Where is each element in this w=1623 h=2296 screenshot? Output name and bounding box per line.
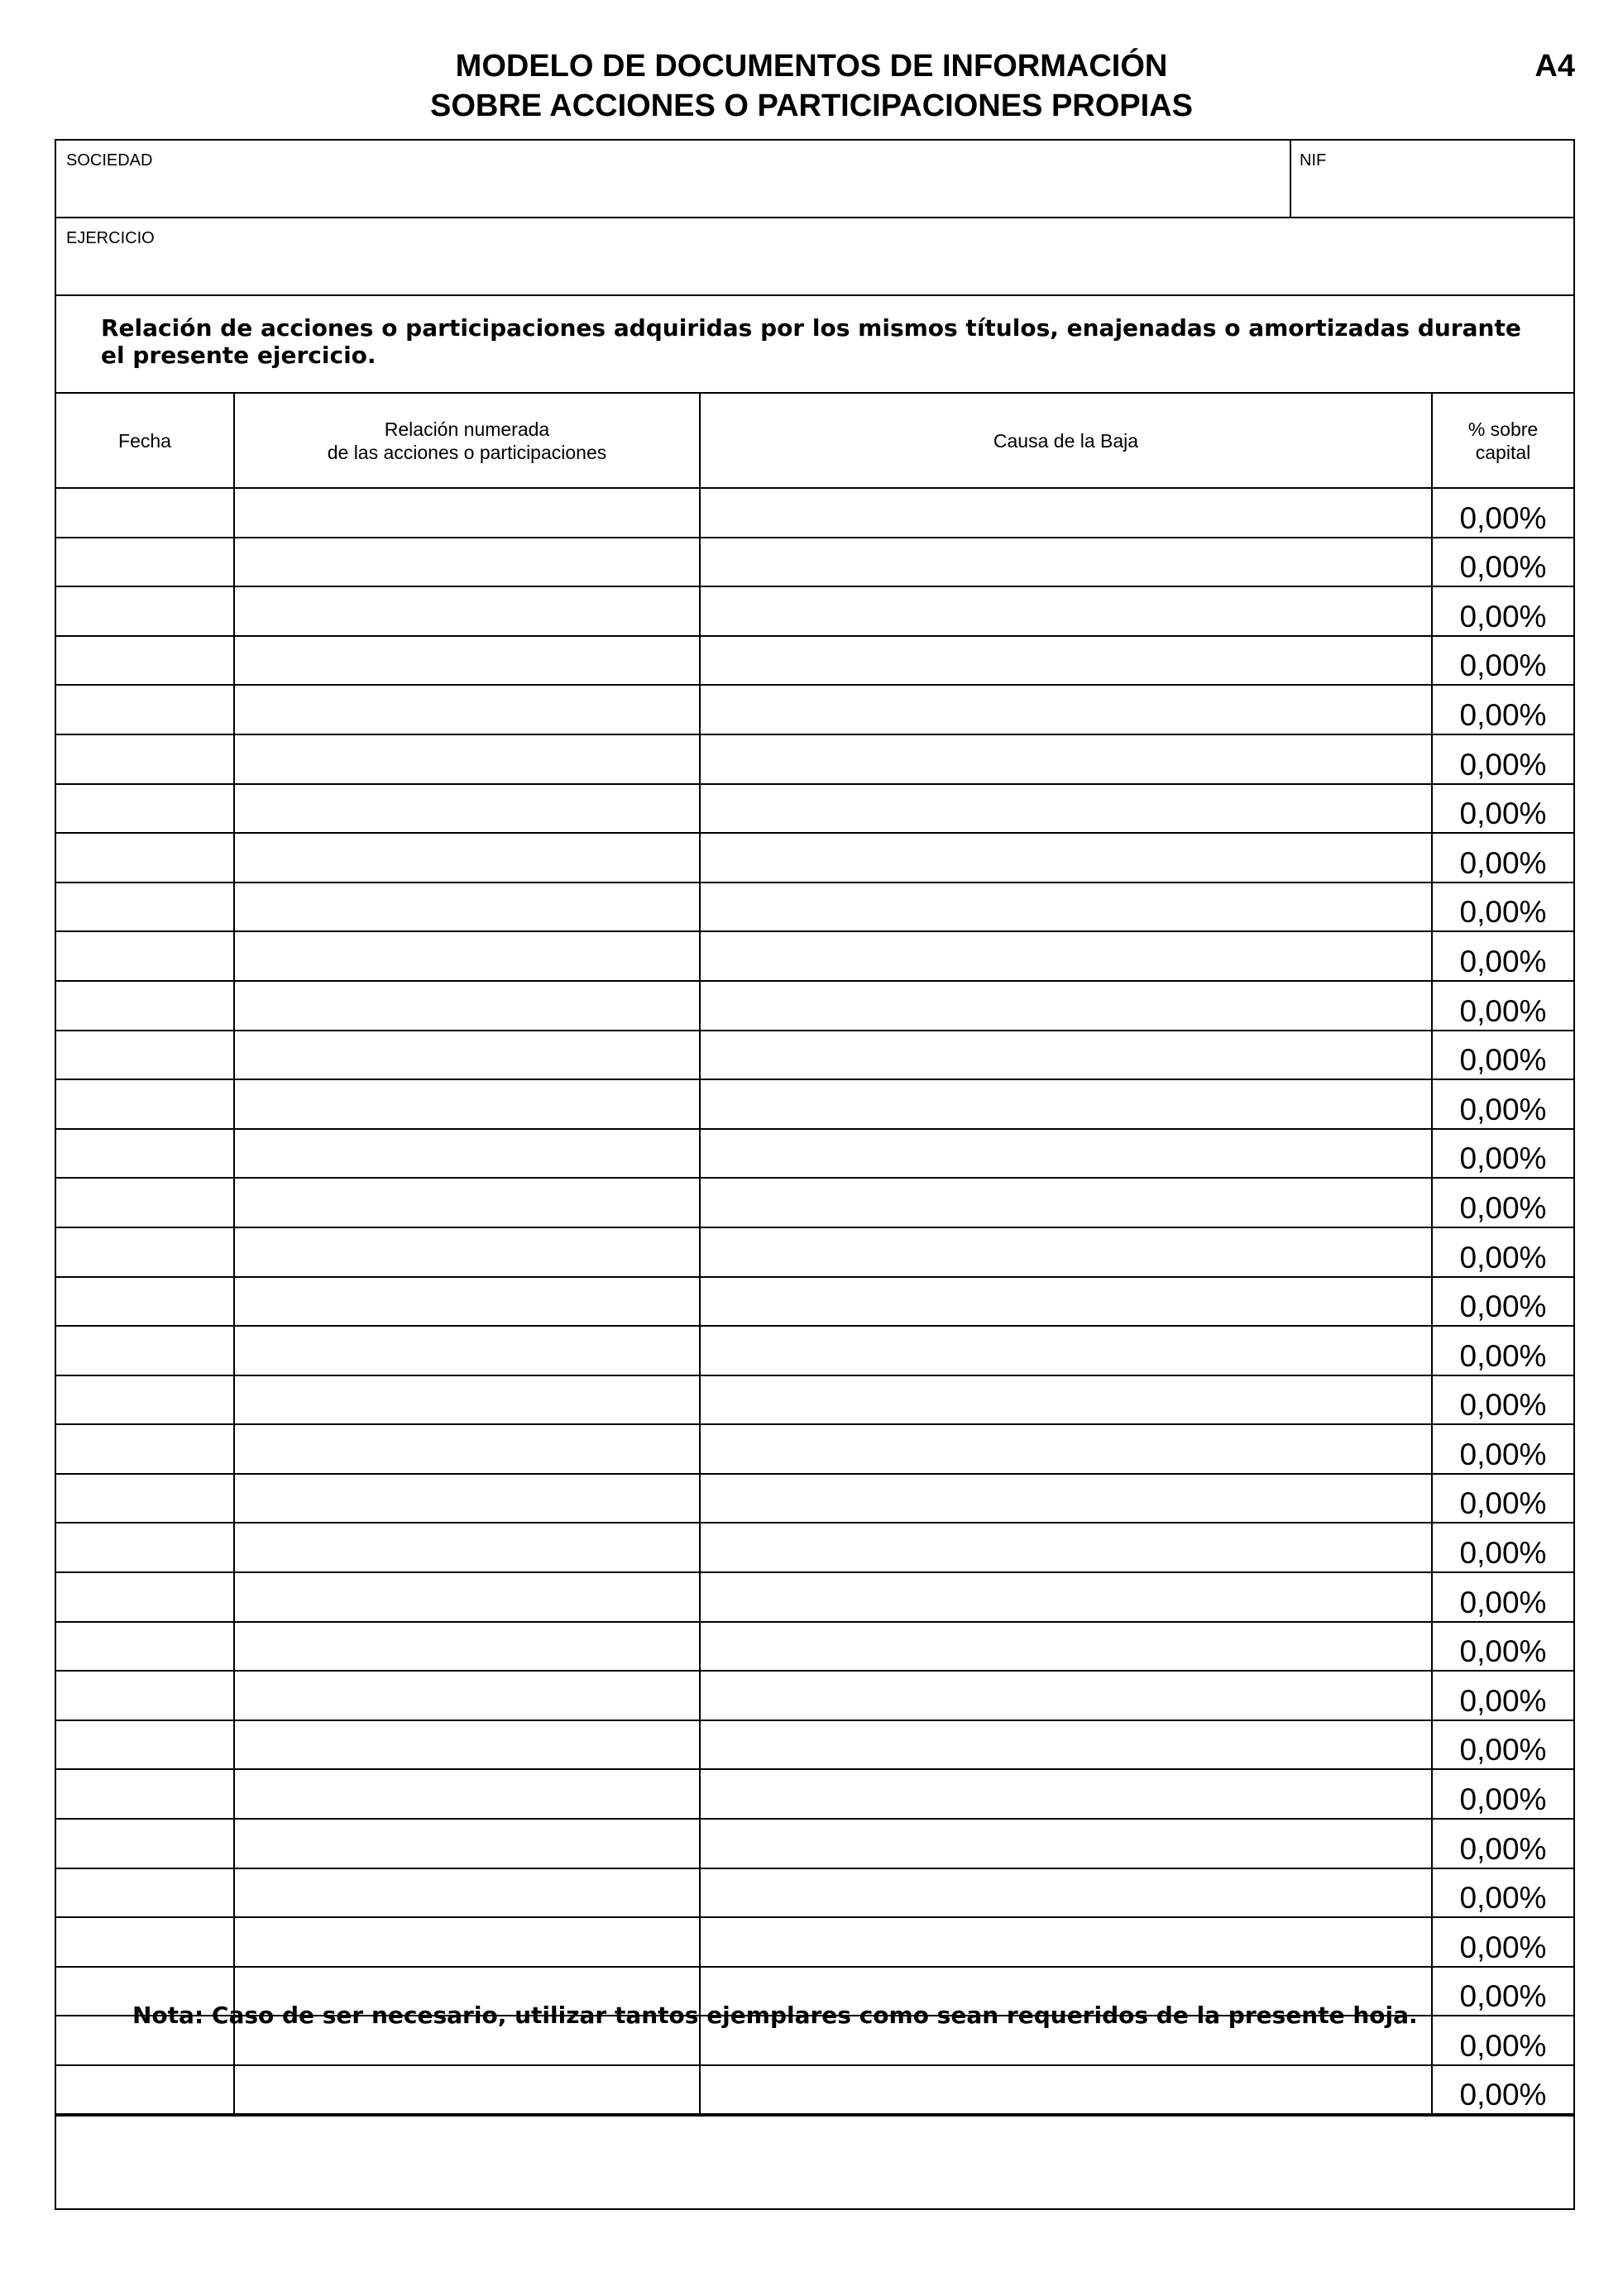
relacion-cell[interactable] [234, 784, 700, 834]
causa-cell[interactable] [700, 488, 1432, 538]
relacion-cell[interactable] [234, 1917, 700, 1967]
pct-cell: 0,00% [1432, 1079, 1573, 1129]
fecha-cell[interactable] [56, 981, 234, 1031]
pct-cell: 0,00% [1432, 1523, 1573, 1572]
causa-cell[interactable] [700, 1720, 1432, 1770]
table-row [56, 1819, 1573, 1868]
table-row [56, 1622, 1573, 1672]
table-header-row [56, 394, 1573, 488]
table-row [56, 1720, 1573, 1770]
causa-cell[interactable] [700, 1227, 1432, 1277]
pct-cell: 0,00% [1432, 1277, 1573, 1327]
table-row [56, 1375, 1573, 1425]
relacion-cell[interactable] [234, 883, 700, 932]
relacion-cell[interactable] [234, 1326, 700, 1375]
pct-cell: 0,00% [1432, 1572, 1573, 1622]
nota-text: Nota: Caso de ser necesario, utilizar tantos ejemplares como sean requeridos de la presente hoja. [132, 2002, 1418, 2029]
table-row [56, 1277, 1573, 1327]
pct-cell: 0,00% [1432, 1227, 1573, 1277]
fecha-cell[interactable] [56, 1079, 234, 1129]
table-row [56, 784, 1573, 834]
nif-divider [1290, 141, 1291, 217]
causa-cell[interactable] [700, 1917, 1432, 1967]
causa-cell[interactable] [700, 1375, 1432, 1425]
form-body [55, 139, 1575, 2210]
pct-cell: 0,00% [1432, 1967, 1573, 2016]
causa-cell[interactable] [700, 833, 1432, 883]
relacion-cell[interactable] [234, 1868, 700, 1918]
relacion-cell[interactable] [234, 1474, 700, 1523]
pct-cell: 0,00% [1432, 833, 1573, 883]
table-row [56, 488, 1573, 538]
table-row [56, 538, 1573, 587]
column-relacion-line-1: Relación numerada [384, 418, 550, 440]
fecha-cell[interactable] [56, 1720, 234, 1770]
causa-cell[interactable] [700, 1523, 1432, 1572]
causa-cell[interactable] [700, 2065, 1432, 2115]
fecha-cell[interactable] [56, 1671, 234, 1720]
fecha-cell[interactable] [56, 784, 234, 834]
causa-cell[interactable] [700, 883, 1432, 932]
table-row [56, 734, 1573, 784]
fecha-cell[interactable] [56, 1424, 234, 1474]
relacion-cell[interactable] [234, 833, 700, 883]
pct-cell: 0,00% [1432, 1326, 1573, 1375]
relacion-cell[interactable] [234, 685, 700, 734]
pct-cell: 0,00% [1432, 931, 1573, 981]
causa-cell[interactable] [700, 1474, 1432, 1523]
pct-cell: 0,00% [1432, 685, 1573, 734]
pct-cell: 0,00% [1432, 488, 1573, 538]
pct-cell: 0,00% [1432, 1671, 1573, 1720]
column-pct-line-2: capital [1475, 441, 1531, 463]
relacion-cell[interactable] [234, 1720, 700, 1770]
relacion-cell[interactable] [234, 2065, 700, 2115]
causa-cell[interactable] [700, 734, 1432, 784]
pct-cell: 0,00% [1432, 1474, 1573, 1523]
relacion-row [56, 296, 1573, 394]
fecha-cell[interactable] [56, 488, 234, 538]
relacion-cell[interactable] [234, 1523, 700, 1572]
pct-cell: 0,00% [1432, 981, 1573, 1031]
causa-cell[interactable] [700, 1769, 1432, 1819]
document-header [0, 0, 1623, 141]
column-pct-line-1: % sobre [1467, 418, 1539, 440]
fecha-cell[interactable] [56, 1769, 234, 1819]
table-row [56, 1523, 1573, 1572]
table-row [56, 1031, 1573, 1080]
column-relacion [234, 394, 700, 488]
pct-cell: 0,00% [1432, 538, 1573, 587]
relacion-cell[interactable] [234, 488, 700, 538]
relacion-cell[interactable] [234, 1079, 700, 1129]
causa-cell[interactable] [700, 685, 1432, 734]
table-row [56, 685, 1573, 734]
table-row [56, 1572, 1573, 1622]
causa-cell[interactable] [700, 586, 1432, 636]
relacion-cell[interactable] [234, 1227, 700, 1277]
title-line-2: SOBRE ACCIONES O PARTICIPACIONES PROPIAS [430, 88, 1193, 123]
form-code: A4 [1534, 49, 1575, 84]
causa-cell[interactable] [700, 636, 1432, 686]
relacion-cell[interactable] [234, 1277, 700, 1327]
relacion-cell[interactable] [234, 1178, 700, 1227]
fecha-cell[interactable] [56, 1227, 234, 1277]
column-pct [1432, 394, 1573, 488]
nif-label: NIF [1300, 151, 1327, 170]
fecha-cell[interactable] [56, 1819, 234, 1868]
pct-cell: 0,00% [1432, 1129, 1573, 1179]
pct-cell: 0,00% [1432, 1769, 1573, 1819]
table-row [56, 586, 1573, 636]
relacion-cell[interactable] [234, 1671, 700, 1720]
fecha-cell[interactable] [56, 1917, 234, 1967]
causa-cell[interactable] [700, 1079, 1432, 1129]
relacion-cell[interactable] [234, 1819, 700, 1868]
table-row [56, 1769, 1573, 1819]
table-row [56, 1326, 1573, 1375]
fecha-cell[interactable] [56, 1375, 234, 1425]
fecha-cell[interactable] [56, 586, 234, 636]
fecha-cell[interactable] [56, 734, 234, 784]
relacion-cell[interactable] [234, 586, 700, 636]
relacion-cell[interactable] [234, 636, 700, 686]
ejercicio-label: EJERCICIO [66, 229, 155, 247]
causa-cell[interactable] [700, 1277, 1432, 1327]
fecha-cell[interactable] [56, 1178, 234, 1227]
fecha-cell[interactable] [56, 1326, 234, 1375]
relacion-cell[interactable] [234, 1031, 700, 1080]
table-row [56, 1917, 1573, 1967]
relacion-cell[interactable] [234, 1622, 700, 1672]
relacion-heading: Relación de acciones o participaciones adquiridas por los mismos títulos, enajenadas o amortizadas durante el presente ejercicio. [101, 314, 1521, 369]
fecha-cell[interactable] [56, 1868, 234, 1918]
causa-cell[interactable] [700, 784, 1432, 834]
causa-cell[interactable] [700, 931, 1432, 981]
table-row [56, 1424, 1573, 1474]
table-row [56, 1671, 1573, 1720]
document-title [0, 46, 1623, 126]
table-row [56, 2065, 1573, 2115]
fecha-cell[interactable] [56, 883, 234, 932]
relacion-cell[interactable] [234, 1769, 700, 1819]
pct-cell: 0,00% [1432, 1917, 1573, 1967]
title-line-1: MODELO DE DOCUMENTOS DE INFORMACIÓN [455, 49, 1168, 84]
pct-cell: 0,00% [1432, 586, 1573, 636]
pct-cell: 0,00% [1432, 1031, 1573, 1080]
causa-cell[interactable] [700, 1326, 1432, 1375]
fecha-cell[interactable] [56, 931, 234, 981]
pct-cell: 0,00% [1432, 1819, 1573, 1868]
column-fecha: Fecha [56, 394, 234, 488]
table-row [56, 1079, 1573, 1129]
table-row [56, 1868, 1573, 1918]
pct-cell: 0,00% [1432, 1622, 1573, 1672]
causa-cell[interactable] [700, 1868, 1432, 1918]
causa-cell[interactable] [700, 1129, 1432, 1179]
causa-cell[interactable] [700, 1178, 1432, 1227]
sociedad-row [56, 141, 1573, 218]
relacion-cell[interactable] [234, 734, 700, 784]
table-row [56, 883, 1573, 932]
relacion-cell[interactable] [234, 931, 700, 981]
fecha-cell[interactable] [56, 1523, 234, 1572]
relacion-cell[interactable] [234, 538, 700, 587]
relacion-cell[interactable] [234, 1375, 700, 1425]
causa-cell[interactable] [700, 981, 1432, 1031]
relacion-cell[interactable] [234, 1572, 700, 1622]
relacion-cell[interactable] [234, 1129, 700, 1179]
table-body [56, 488, 1573, 2115]
pct-cell: 0,00% [1432, 1720, 1573, 1770]
table-row [56, 636, 1573, 686]
fecha-cell[interactable] [56, 1622, 234, 1672]
pct-cell: 0,00% [1432, 734, 1573, 784]
sociedad-label: SOCIEDAD [66, 151, 153, 170]
fecha-cell[interactable] [56, 1474, 234, 1523]
fecha-cell[interactable] [56, 1031, 234, 1080]
pct-cell: 0,00% [1432, 1178, 1573, 1227]
acciones-table [56, 394, 1573, 2117]
table-row [56, 833, 1573, 883]
table-row [56, 1129, 1573, 1179]
causa-cell[interactable] [700, 1671, 1432, 1720]
relacion-cell[interactable] [234, 1424, 700, 1474]
column-causa: Causa de la Baja [700, 394, 1432, 488]
column-relacion-line-2: de las acciones o participaciones [327, 441, 607, 463]
pct-cell: 0,00% [1432, 636, 1573, 686]
ejercicio-row [56, 218, 1573, 296]
pct-cell: 0,00% [1432, 1375, 1573, 1425]
fecha-cell[interactable] [56, 685, 234, 734]
pct-cell: 0,00% [1432, 883, 1573, 932]
table-row [56, 1474, 1573, 1523]
fecha-cell[interactable] [56, 636, 234, 686]
pct-cell: 0,00% [1432, 1868, 1573, 1918]
fecha-cell[interactable] [56, 1129, 234, 1179]
causa-cell[interactable] [700, 1031, 1432, 1080]
pct-cell: 0,00% [1432, 2016, 1573, 2065]
fecha-cell[interactable] [56, 538, 234, 587]
table-row [56, 981, 1573, 1031]
table-row [56, 1227, 1573, 1277]
fecha-cell[interactable] [56, 833, 234, 883]
fecha-cell[interactable] [56, 1277, 234, 1327]
pct-cell: 0,00% [1432, 2065, 1573, 2115]
fecha-cell[interactable] [56, 1572, 234, 1622]
causa-cell[interactable] [700, 1819, 1432, 1868]
relacion-cell[interactable] [234, 981, 700, 1031]
causa-cell[interactable] [700, 1622, 1432, 1672]
table-row [56, 931, 1573, 981]
causa-cell[interactable] [700, 1424, 1432, 1474]
table-row [56, 1178, 1573, 1227]
causa-cell[interactable] [700, 1572, 1432, 1622]
causa-cell[interactable] [700, 538, 1432, 587]
pct-cell: 0,00% [1432, 1424, 1573, 1474]
pct-cell: 0,00% [1432, 784, 1573, 834]
fecha-cell[interactable] [56, 2065, 234, 2115]
